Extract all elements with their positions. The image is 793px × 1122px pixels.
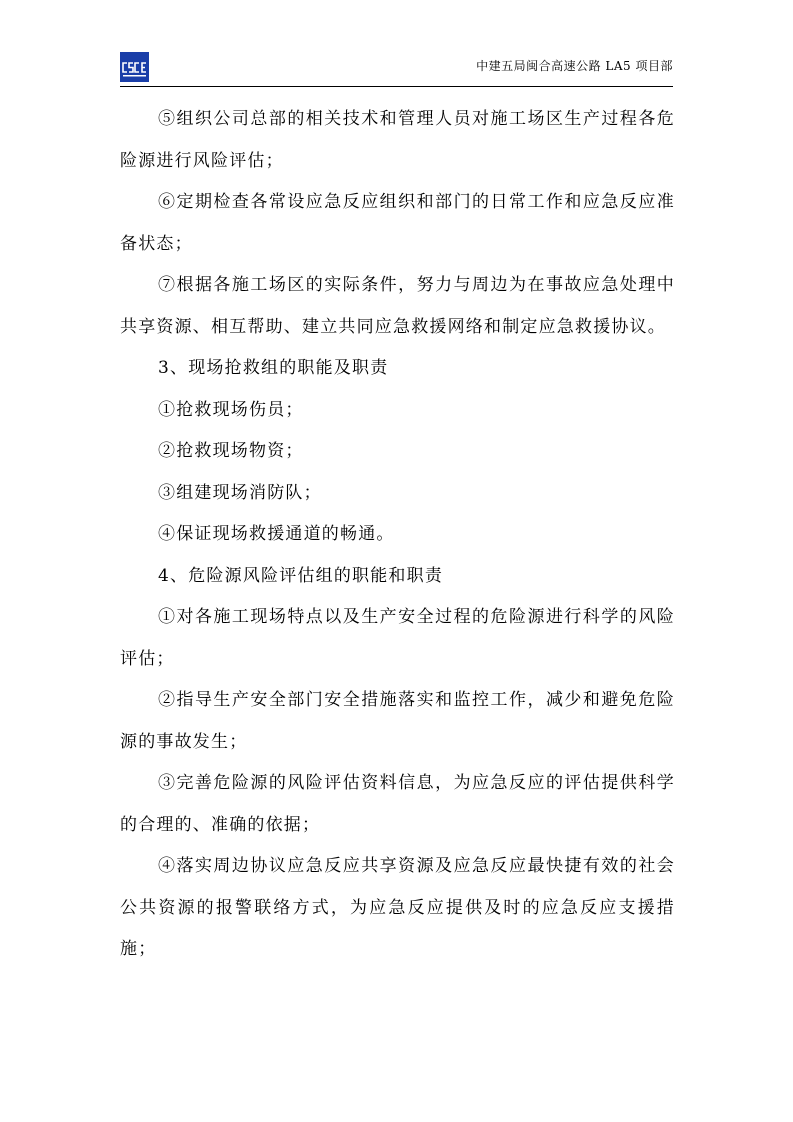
page-header — [120, 52, 673, 87]
paragraph: ③完善危险源的风险评估资料信息，为应急反应的评估提供科学的合理的、准确的依据； — [120, 773, 675, 835]
cscec-logo-icon — [120, 52, 149, 82]
paragraph: ①对各施工现场特点以及生产安全过程的危险源进行科学的风险评估； — [120, 607, 675, 669]
paragraph: ⑤组织公司总部的相关技术和管理人员对施工场区生产过程各危险源进行风险评估； — [120, 109, 675, 171]
paragraph: ③组建现场消防队； — [158, 482, 322, 503]
paragraph: ④保证现场救援通道的畅通。 — [158, 524, 395, 544]
paragraph: ⑦根据各施工场区的实际条件，努力与周边为在事故应急处理中共享资源、相互帮助、建立共同应急救援网络和制定应急救援协议。 — [120, 275, 675, 337]
paragraph: ⑥定期检查各常设应急反应组织和部门的日常工作和应急反应准备状态； — [120, 192, 675, 254]
document-body — [120, 99, 675, 971]
paragraph: ②抢救现场物资； — [158, 441, 304, 461]
section-heading: 3、现场抢救组的职能及职责 — [158, 358, 389, 378]
paragraph: ①抢救现场伤员； — [158, 399, 304, 420]
paragraph: ②指导生产安全部门安全措施落实和监控工作，减少和避免危险源的事故发生； — [120, 690, 675, 752]
header-title: 中建五局闽合高速公路 LA5 项目部 — [476, 59, 673, 73]
paragraph: ④落实周边协议应急反应共享资源及应急反应最快捷有效的社会公共资源的报警联络方式，为应急反应提供及时的应急反应支援措施； — [120, 856, 675, 959]
section-heading: 4、危险源风险评估组的职能和职责 — [158, 565, 444, 586]
header-divider — [120, 86, 673, 87]
company-logo — [120, 52, 149, 82]
